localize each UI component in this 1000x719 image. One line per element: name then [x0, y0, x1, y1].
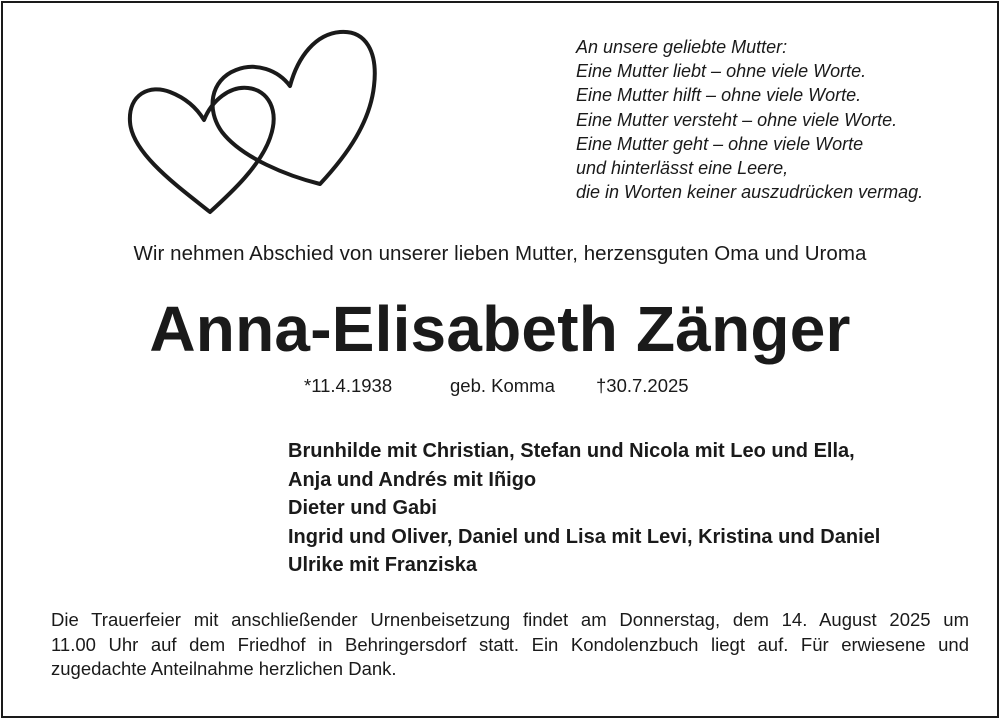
notice-line: 11.00 Uhr auf dem Friedhof in Behringersdorf statt. Ein Kondolenzbuch liegt auf. Für erwiesene und [51, 633, 969, 655]
mourner-line: Brunhilde mit Christian, Stefan und Nicola mit Leo und Ella, [288, 440, 855, 462]
mourner-line: Dieter und Gabi [288, 497, 437, 519]
funeral-notice [51, 608, 969, 682]
maiden-name: geb. Komma [450, 375, 555, 396]
poem-line: An unsere geliebte Mutter: [576, 37, 788, 57]
mourner-line: Anja und Andrés mit Iñigo [288, 468, 537, 491]
mourners-list [288, 437, 880, 580]
death-date: †30.7.2025 [596, 375, 689, 396]
poem-line: Eine Mutter geht – ohne viele Worte [576, 133, 864, 154]
small-heart-icon [130, 88, 274, 212]
poem-line: Eine Mutter hilft – ohne viele Worte. [576, 85, 862, 106]
notice-line: Die Trauerfeier mit anschließender Urnenbeisetzung findet am Donnerstag, dem 14. August 2025 um [51, 609, 969, 630]
poem-line: Eine Mutter liebt – ohne viele Worte. [576, 61, 867, 82]
farewell-intro: Wir nehmen Abschied von unserer lieben Mutter, herzensguten Oma und Uroma [133, 242, 867, 265]
poem-line: die in Worten keiner auszudrücken vermag. [576, 182, 924, 203]
notice-line: zugedachte Anteilnahme herzlichen Dank. [51, 658, 397, 679]
mourner-line: Ulrike mit Franziska [288, 554, 477, 576]
poem-line: Eine Mutter versteht – ohne viele Worte. [576, 109, 898, 130]
mourner-line: Ingrid und Oliver, Daniel und Lisa mit Levi, Kristina und Daniel [288, 525, 881, 548]
poem [576, 35, 923, 204]
large-heart-icon [213, 32, 375, 184]
deceased-name: Anna-Elisabeth Zänger [149, 293, 851, 365]
birth-date: *11.4.1938 [304, 375, 393, 396]
poem-line: und hinterlässt eine Leere, [576, 158, 789, 179]
two-hearts-icon [120, 26, 385, 221]
